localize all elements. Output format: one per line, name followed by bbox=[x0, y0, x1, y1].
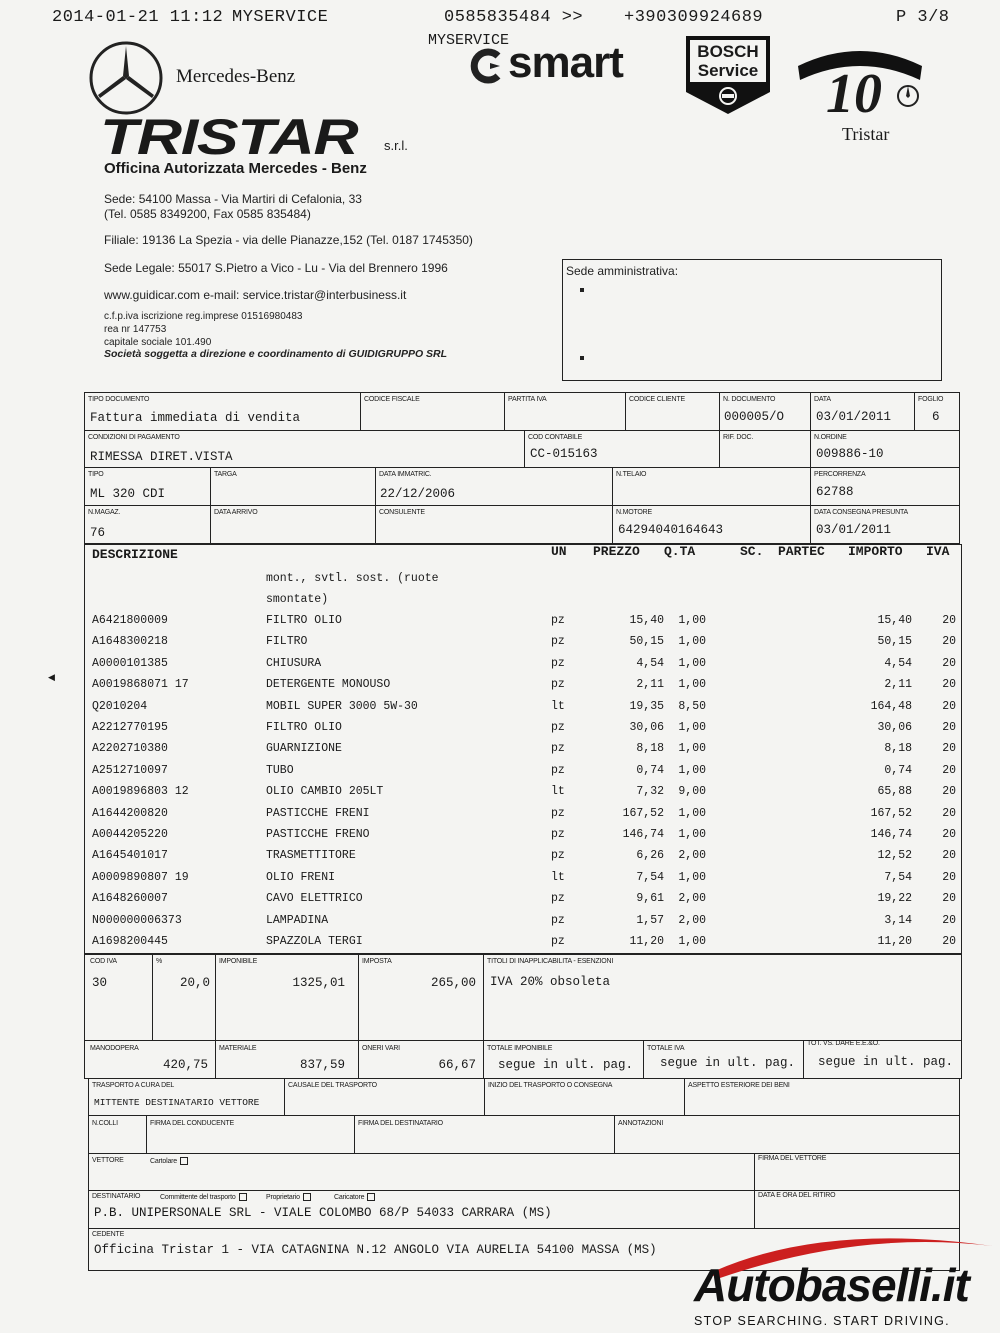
row-description: TRASMETTITORE bbox=[266, 849, 356, 862]
label-n-ordine: N.ORDINE bbox=[814, 434, 847, 441]
label-cod-iva: COD IVA bbox=[90, 958, 117, 965]
row-amount: 19,22 bbox=[877, 892, 912, 905]
row-quantity: 2,00 bbox=[678, 849, 706, 862]
row-amount: 65,88 bbox=[877, 785, 912, 798]
row-unit: pz bbox=[551, 914, 565, 927]
value-cedente: Officina Tristar 1 - VIA CATAGNINA N.12 ANGOLO VIA AURELIA 54100 MASSA (MS) bbox=[94, 1243, 657, 1257]
destinatario-caricatore: Caricatore bbox=[334, 1193, 375, 1201]
intro-line: mont., svtl. sost. (ruote bbox=[266, 572, 439, 585]
bullet bbox=[580, 288, 584, 292]
row-vat: 20 bbox=[942, 828, 956, 841]
label-tot-da-pagare: TOT. VS. DARE E.E.&O. bbox=[807, 1040, 880, 1047]
proprietario-checkbox[interactable] bbox=[303, 1193, 311, 1201]
row-unit: pz bbox=[551, 614, 565, 627]
row-code: A0000101385 bbox=[92, 657, 168, 670]
row-amount: 15,40 bbox=[877, 614, 912, 627]
label-n-motore: N.MOTORE bbox=[616, 509, 652, 516]
header-sc: SC. bbox=[740, 544, 764, 559]
row-quantity: 2,00 bbox=[678, 892, 706, 905]
company-subtitle: Officina Autorizzata Mercedes - Benz bbox=[104, 160, 367, 177]
row-price: 50,15 bbox=[629, 635, 664, 648]
row-code: A6421800009 bbox=[92, 614, 168, 627]
value-materiale: 837,59 bbox=[299, 1058, 345, 1072]
row-amount: 146,74 bbox=[870, 828, 912, 841]
myservice-label: MYSERVICE bbox=[428, 32, 510, 49]
fax-sender: MYSERVICE bbox=[232, 8, 329, 27]
row-quantity: 1,00 bbox=[678, 871, 706, 884]
row-amount: 167,52 bbox=[870, 807, 912, 820]
row-quantity: 2,00 bbox=[678, 914, 706, 927]
header-prezzo: PREZZO bbox=[593, 544, 640, 559]
value-percorrenza: 62788 bbox=[816, 485, 854, 499]
bosch-text: BOSCH Service bbox=[697, 42, 759, 80]
label-targa: TARGA bbox=[214, 471, 237, 478]
row-description: PASTICCHE FRENO bbox=[266, 828, 370, 841]
label-firma-conducente: FIRMA DEL CONDUCENTE bbox=[150, 1120, 235, 1127]
label-n-documento: N. DOCUMENTO bbox=[723, 396, 776, 403]
value-n-ordine: 009886-10 bbox=[816, 447, 884, 461]
row-amount: 0,74 bbox=[884, 764, 912, 777]
value-n-documento: 000005/O bbox=[724, 410, 785, 424]
value-data-immatric: 22/12/2006 bbox=[380, 487, 456, 501]
label-destinatario: DESTINATARIO bbox=[92, 1193, 141, 1200]
row-quantity: 1,00 bbox=[678, 807, 706, 820]
row-unit: pz bbox=[551, 721, 565, 734]
row-unit: pz bbox=[551, 935, 565, 948]
row-description: CAVO ELETTRICO bbox=[266, 892, 363, 905]
label-firma-vettore: FIRMA DEL VETTORE bbox=[758, 1155, 827, 1162]
company-capitale: capitale sociale 101.490 bbox=[104, 337, 212, 348]
header-importo: IMPORTO bbox=[848, 544, 903, 559]
row-unit: pz bbox=[551, 807, 565, 820]
anniversary-number: 10 bbox=[826, 63, 882, 125]
row-amount: 2,11 bbox=[884, 678, 912, 691]
row-description: SPAZZOLA TERGI bbox=[266, 935, 363, 948]
value-manodopera: 420,75 bbox=[162, 1058, 208, 1072]
row-description: OLIO CAMBIO 205LT bbox=[266, 785, 384, 798]
label-manodopera: MANODOPERA bbox=[90, 1045, 139, 1052]
row-vat: 20 bbox=[942, 764, 956, 777]
label-annotazioni: ANNOTAZIONI bbox=[618, 1120, 664, 1127]
label-imponibile: IMPONIBILE bbox=[219, 958, 258, 965]
row-code: A1648260007 bbox=[92, 892, 168, 905]
label-trasporto-cura: TRASPORTO A CURA DEL bbox=[92, 1082, 175, 1089]
row-quantity: 1,00 bbox=[678, 614, 706, 627]
company-rea: rea nr 147753 bbox=[104, 324, 167, 335]
destinatario-proprietario: Proprietario bbox=[266, 1193, 311, 1201]
row-vat: 20 bbox=[942, 742, 956, 755]
value-titoli: IVA 20% obsoleta bbox=[490, 975, 611, 989]
label-n-telaio: N.TELAIO bbox=[616, 471, 647, 478]
row-description: LAMPADINA bbox=[266, 914, 329, 927]
row-unit: pz bbox=[551, 742, 565, 755]
row-code: A1644200820 bbox=[92, 807, 168, 820]
header-qta: Q.TA bbox=[664, 544, 696, 559]
value-tot-da-pagare: segue in ult. pag. bbox=[818, 1055, 954, 1069]
value-destinatario: P.B. UNIPERSONALE SRL - VIALE COLOMBO 68/P 54033 CARRARA (MS) bbox=[94, 1206, 552, 1220]
row-unit: pz bbox=[551, 657, 565, 670]
row-unit: pz bbox=[551, 892, 565, 905]
row-code: A2202710380 bbox=[92, 742, 168, 755]
value-condizioni: RIMESSA DIRET.VISTA bbox=[90, 450, 233, 464]
row-quantity: 1,00 bbox=[678, 764, 706, 777]
company-web: www.guidicar.com e-mail: service.tristar@interbusiness.it bbox=[104, 288, 407, 302]
row-description: GUARNIZIONE bbox=[266, 742, 342, 755]
label-consulente: CONSULENTE bbox=[379, 509, 425, 516]
row-code: Q2010204 bbox=[92, 700, 148, 713]
row-code: A2512710097 bbox=[92, 764, 168, 777]
label-n-magaz: N.MAGAZ. bbox=[88, 509, 121, 516]
row-amount: 4,54 bbox=[884, 657, 912, 670]
label-rif-doc: RIF. DOC. bbox=[723, 434, 754, 441]
row-vat: 20 bbox=[942, 892, 956, 905]
label-data: DATA bbox=[814, 396, 831, 403]
fax-to-number: +390309924689 bbox=[624, 8, 764, 27]
row-description: TUBO bbox=[266, 764, 294, 777]
row-amount: 164,48 bbox=[870, 700, 912, 713]
destinatario-committente: Committente del trasporto bbox=[160, 1193, 247, 1201]
row-quantity: 1,00 bbox=[678, 742, 706, 755]
value-foglio: 6 bbox=[932, 410, 940, 424]
fax-from-number: 0585835484 >> bbox=[444, 8, 584, 27]
row-description: FILTRO OLIO bbox=[266, 614, 342, 627]
label-data-ritiro: DATA E ORA DEL RITIRO bbox=[758, 1192, 836, 1199]
row-vat: 20 bbox=[942, 935, 956, 948]
company-sede-legale: Sede Legale: 55017 S.Pietro a Vico - Lu - Via del Brennero 1996 bbox=[104, 261, 448, 275]
header-iva: IVA bbox=[926, 544, 950, 559]
row-code: A0019868071 17 bbox=[92, 678, 189, 691]
label-causale: CAUSALE DEL TRASPORTO bbox=[288, 1082, 377, 1089]
label-titoli: TITOLI DI INAPPLICABILITA - ESENZIONI bbox=[487, 958, 614, 965]
mercedes-star-logo bbox=[88, 40, 164, 116]
row-code: A2212770195 bbox=[92, 721, 168, 734]
mercedes-wordmark: Mercedes-Benz bbox=[176, 66, 296, 87]
header-un: UN bbox=[551, 544, 567, 559]
company-tel: (Tel. 0585 8349200, Fax 0585 835484) bbox=[104, 207, 311, 221]
row-code: A0019896803 12 bbox=[92, 785, 189, 798]
row-description: MOBIL SUPER 3000 5W-30 bbox=[266, 700, 418, 713]
row-quantity: 1,00 bbox=[678, 657, 706, 670]
row-price: 0,74 bbox=[636, 764, 664, 777]
row-unit: lt bbox=[551, 871, 565, 884]
row-code: A0044205220 bbox=[92, 828, 168, 841]
label-perc: % bbox=[156, 958, 163, 965]
row-description: OLIO FRENI bbox=[266, 871, 336, 884]
tristar-logo: TRISTAR bbox=[100, 109, 358, 165]
row-quantity: 1,00 bbox=[678, 635, 706, 648]
row-amount: 30,06 bbox=[877, 721, 912, 734]
row-code: A1645401017 bbox=[92, 849, 168, 862]
row-vat: 20 bbox=[942, 849, 956, 862]
label-tipo-documento: TIPO DOCUMENTO bbox=[88, 396, 150, 403]
row-price: 4,54 bbox=[636, 657, 664, 670]
row-amount: 8,18 bbox=[884, 742, 912, 755]
label-firma-destinatario: FIRMA DEL DESTINATARIO bbox=[358, 1120, 443, 1127]
label-n-colli: N.COLLI bbox=[92, 1120, 118, 1127]
company-piva: c.f.p.iva iscrizione reg.imprese 01516980483 bbox=[104, 311, 303, 322]
label-percorrenza: PERCORRENZA bbox=[814, 471, 866, 478]
value-perc: 20,0 bbox=[179, 976, 210, 990]
row-vat: 20 bbox=[942, 807, 956, 820]
value-imponibile: 1325,01 bbox=[292, 976, 345, 990]
row-description: PASTICCHE FRENI bbox=[266, 807, 370, 820]
row-vat: 20 bbox=[942, 785, 956, 798]
row-amount: 50,15 bbox=[877, 635, 912, 648]
value-imposta: 265,00 bbox=[430, 976, 476, 990]
row-code: A0009890807 19 bbox=[92, 871, 189, 884]
value-oneri: 66,67 bbox=[438, 1058, 476, 1072]
intro-line: smontate) bbox=[266, 593, 329, 606]
cartolare-checkbox[interactable] bbox=[180, 1157, 188, 1165]
row-quantity: 1,00 bbox=[678, 721, 706, 734]
row-quantity: 1,00 bbox=[678, 935, 706, 948]
value-cod-contabile: CC-015163 bbox=[530, 447, 598, 461]
row-vat: 20 bbox=[942, 635, 956, 648]
value-data: 03/01/2011 bbox=[816, 410, 892, 424]
smart-c-icon bbox=[468, 48, 504, 84]
value-totale-imponibile: segue in ult. pag. bbox=[498, 1058, 634, 1072]
row-quantity: 1,00 bbox=[678, 678, 706, 691]
value-n-motore: 64294040164643 bbox=[618, 523, 724, 537]
header-partec: PARTEC bbox=[778, 544, 825, 559]
committente-checkbox[interactable] bbox=[239, 1193, 247, 1201]
value-n-magaz: 76 bbox=[90, 526, 106, 540]
label-inizio-trasporto: INIZIO DEL TRASPORTO O CONSEGNA bbox=[488, 1082, 613, 1089]
row-quantity: 9,00 bbox=[678, 785, 706, 798]
company-sede: Sede: 54100 Massa - Via Martiri di Cefalonia, 33 bbox=[104, 192, 362, 206]
row-price: 8,18 bbox=[636, 742, 664, 755]
row-price: 1,57 bbox=[636, 914, 664, 927]
value-data-consegna: 03/01/2011 bbox=[816, 523, 892, 537]
row-unit: lt bbox=[551, 785, 565, 798]
fax-page: P 3/8 bbox=[896, 8, 950, 27]
fax-datetime: 2014-01-21 11:12 bbox=[52, 8, 224, 27]
row-unit: lt bbox=[551, 700, 565, 713]
row-amount: 12,52 bbox=[877, 849, 912, 862]
bullet bbox=[580, 356, 584, 360]
row-price: 19,35 bbox=[629, 700, 664, 713]
row-code: A1698200445 bbox=[92, 935, 168, 948]
label-data-consegna: DATA CONSEGNA PRESUNTA bbox=[814, 509, 909, 516]
row-price: 9,61 bbox=[636, 892, 664, 905]
label-imposta: IMPOSTA bbox=[362, 958, 392, 965]
row-price: 15,40 bbox=[629, 614, 664, 627]
row-vat: 20 bbox=[942, 678, 956, 691]
row-code: N000000006373 bbox=[92, 914, 182, 927]
row-price: 146,74 bbox=[622, 828, 664, 841]
row-price: 2,11 bbox=[636, 678, 664, 691]
row-amount: 3,14 bbox=[884, 914, 912, 927]
header-descrizione: DESCRIZIONE bbox=[92, 547, 178, 562]
anniversary-name: Tristar bbox=[842, 124, 890, 144]
autobaselli-brand: Autobaselli.it bbox=[694, 1259, 969, 1311]
row-vat: 20 bbox=[942, 871, 956, 884]
label-tipo: TIPO bbox=[88, 471, 104, 478]
label-materiale: MATERIALE bbox=[219, 1045, 257, 1052]
row-unit: pz bbox=[551, 764, 565, 777]
company-filiale: Filiale: 19136 La Spezia - via delle Pianazze,152 (Tel. 0187 1745350) bbox=[104, 233, 473, 247]
vettore-cartolare: Cartolare bbox=[150, 1157, 188, 1165]
label-partita-iva: PARTITA IVA bbox=[508, 396, 547, 403]
row-amount: 7,54 bbox=[884, 871, 912, 884]
label-codice-cliente: CODICE CLIENTE bbox=[629, 396, 685, 403]
row-vat: 20 bbox=[942, 657, 956, 670]
tristar-srl: s.r.l. bbox=[384, 138, 408, 153]
row-description: CHIUSURA bbox=[266, 657, 322, 670]
row-vat: 20 bbox=[942, 614, 956, 627]
row-code: A1648300218 bbox=[92, 635, 168, 648]
label-foglio: FOGLIO bbox=[918, 396, 944, 403]
label-codice-fiscale: CODICE FISCALE bbox=[364, 396, 420, 403]
row-quantity: 8,50 bbox=[678, 700, 706, 713]
row-description: DETERGENTE MONOUSO bbox=[266, 678, 391, 691]
label-vettore: VETTORE bbox=[92, 1157, 124, 1164]
row-unit: pz bbox=[551, 635, 565, 648]
row-price: 7,54 bbox=[636, 871, 664, 884]
row-quantity: 1,00 bbox=[678, 828, 706, 841]
row-price: 7,32 bbox=[636, 785, 664, 798]
label-aspetto: ASPETTO ESTERIORE DEI BENI bbox=[688, 1082, 790, 1089]
company-societa: Società soggetta a direzione e coordinamento di GUIDIGRUPPO SRL bbox=[104, 348, 448, 360]
row-price: 30,06 bbox=[629, 721, 664, 734]
value-trasporto-cura: MITTENTE DESTINATARIO VETTORE bbox=[94, 1097, 260, 1108]
caricatore-checkbox[interactable] bbox=[367, 1193, 375, 1201]
row-vat: 20 bbox=[942, 700, 956, 713]
row-price: 11,20 bbox=[629, 935, 664, 948]
label-totale-iva: TOTALE IVA bbox=[647, 1045, 685, 1052]
row-amount: 11,20 bbox=[877, 935, 912, 948]
row-unit: pz bbox=[551, 828, 565, 841]
value-tipo: ML 320 CDI bbox=[90, 487, 166, 501]
label-cod-contabile: COD CONTABILE bbox=[528, 434, 583, 441]
label-oneri: ONERI VARI bbox=[362, 1045, 400, 1052]
value-cod-iva: 30 bbox=[92, 976, 108, 990]
label-totale-imponibile: TOTALE IMPONIBILE bbox=[487, 1045, 553, 1052]
sede-amministrativa-label: Sede amministrativa: bbox=[566, 264, 679, 278]
row-vat: 20 bbox=[942, 914, 956, 927]
value-tipo-documento: Fattura immediata di vendita bbox=[90, 411, 301, 425]
smart-logo: smart bbox=[508, 38, 623, 87]
anniversary-years: 1994 - 2004 bbox=[832, 40, 890, 54]
label-data-immatric: DATA IMMATRIC. bbox=[379, 471, 432, 478]
row-price: 167,52 bbox=[622, 807, 664, 820]
row-description: FILTRO bbox=[266, 635, 308, 648]
label-data-arrivo: DATA ARRIVO bbox=[214, 509, 258, 516]
label-condizioni: CONDIZIONI DI PAGAMENTO bbox=[88, 434, 180, 441]
autobaselli-tagline: STOP SEARCHING. START DRIVING. bbox=[694, 1314, 950, 1328]
left-arrow-icon: ◀ bbox=[48, 672, 55, 682]
row-unit: pz bbox=[551, 849, 565, 862]
row-price: 6,26 bbox=[636, 849, 664, 862]
row-vat: 20 bbox=[942, 721, 956, 734]
row-unit: pz bbox=[551, 678, 565, 691]
row-description: FILTRO OLIO bbox=[266, 721, 342, 734]
value-totale-iva: segue in ult. pag. bbox=[660, 1056, 796, 1070]
label-cedente: CEDENTE bbox=[92, 1231, 125, 1238]
